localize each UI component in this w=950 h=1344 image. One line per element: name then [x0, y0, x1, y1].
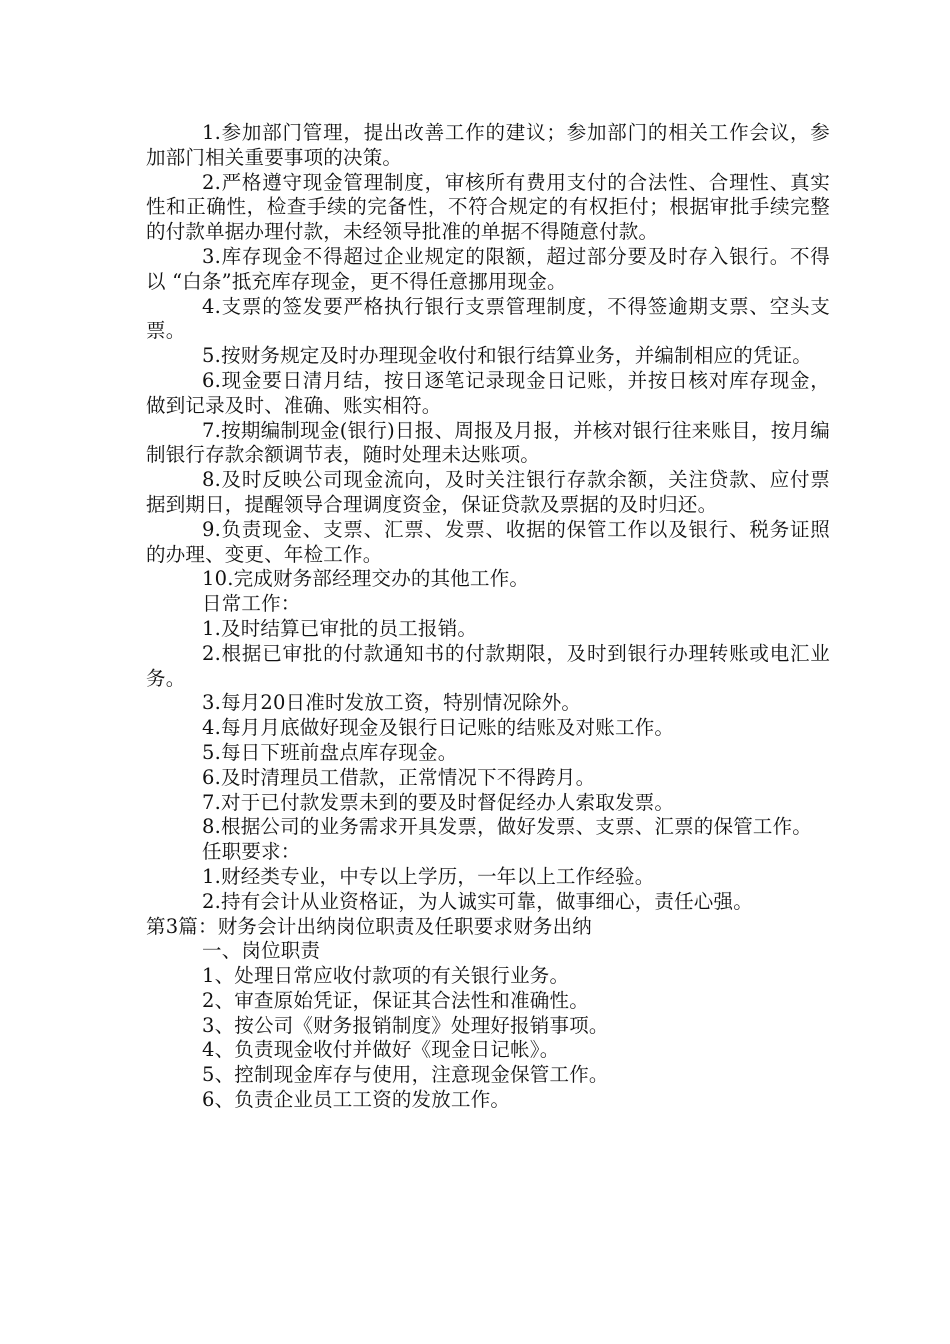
article-heading: 第3篇：财务会计出纳岗位职责及任职要求财务出纳 — [146, 914, 593, 938]
paragraph-duty-1: 1.参加部门管理，提出改善工作的建议；参加部门的相关工作会议，参加部门相关重要事项的决策。 — [146, 121, 830, 169]
paragraph-duty-4: 4.支票的签发要严格执行银行支票管理制度，不得签逾期支票、空头支票。 — [146, 294, 830, 343]
paragraph-job-duty-6: 6、负责企业员工工资的发放工作。 — [202, 1088, 511, 1112]
paragraph-daily-8: 8.根据公司的业务需求开具发票，做好发票、支票、汇票的保管工作。 — [202, 815, 813, 839]
paragraph-job-duty-1: 1、处理日常应收付款项的有关银行业务。 — [202, 964, 570, 988]
paragraph-job-duty-2: 2、审查原始凭证，保证其合法性和准确性。 — [202, 988, 589, 1012]
paragraph-duty-7: 7.按期编制现金(银行)日报、周报及月报，并核对银行往来账目，按月编制银行存款余额调节表，随时处理未达账项。 — [146, 418, 830, 467]
section-label-requirements: 任职要求： — [202, 840, 301, 864]
paragraph-duty-6: 6.现金要日清月结，按日逐笔记录现金日记账，并按日核对库存现金，做到记录及时、准确、账实相符。 — [146, 368, 830, 417]
paragraph-daily-4: 4.每月月底做好现金及银行日记账的结账及对账工作。 — [202, 716, 675, 740]
paragraph-job-duty-5: 5、控制现金库存与使用，注意现金保管工作。 — [202, 1063, 609, 1087]
section-label-daily-work: 日常工作： — [202, 592, 301, 616]
paragraph-daily-2: 2.根据已审批的付款通知书的付款期限，及时到银行办理转账或电汇业务。 — [146, 641, 830, 690]
paragraph-duty-5: 5.按财务规定及时办理现金收付和银行结算业务，并编制相应的凭证。 — [202, 344, 813, 368]
paragraph-duty-2: 2.严格遵守现金管理制度，审核所有费用支付的合法性、合理性、真实性和正确性，检查手续的完备性，不符合规定的有权拒付；根据审批手续完整的付款单据办理付款，未经领导批准的单据不得随意付款。 — [146, 170, 830, 244]
paragraph-duty-10: 10.完成财务部经理交办的其他工作。 — [202, 567, 530, 591]
paragraph-job-duty-4: 4、负责现金收付并做好《现金日记帐》。 — [202, 1038, 560, 1062]
document-body — [146, 121, 830, 1113]
paragraph-requirement-1: 1.财经类专业，中专以上学历，一年以上工作经验。 — [202, 864, 655, 888]
paragraph-daily-7: 7.对于已付款发票未到的要及时督促经办人索取发票。 — [202, 790, 675, 814]
paragraph-daily-1: 1.及时结算已审批的员工报销。 — [202, 616, 478, 640]
paragraph-daily-3: 3.每月20日准时发放工资，特别情况除外。 — [202, 691, 582, 715]
paragraph-daily-5: 5.每日下班前盘点库存现金。 — [202, 740, 458, 764]
paragraph-duty-9: 9.负责现金、支票、汇票、发票、收据的保管工作以及银行、税务证照的办理、变更、年检工作。 — [146, 517, 830, 566]
paragraph-daily-6: 6.及时清理员工借款，正常情况下不得跨月。 — [202, 765, 596, 789]
paragraph-requirement-2: 2.持有会计从业资格证，为人诚实可靠，做事细心，责任心强。 — [202, 889, 753, 913]
paragraph-duty-8: 8.及时反映公司现金流向，及时关注银行存款余额，关注贷款、应付票据到期日，提醒领导合理调度资金，保证贷款及票据的及时归还。 — [146, 468, 830, 516]
section-label-job-duties: 一、岗位职责 — [202, 939, 321, 963]
paragraph-job-duty-3: 3、按公司《财务报销制度》处理好报销事项。 — [202, 1013, 609, 1037]
paragraph-duty-3: 3.库存现金不得超过企业规定的限额，超过部分要及时存入银行。不得以 “白条”抵充库存现金，更不得任意挪用现金。 — [146, 244, 830, 293]
